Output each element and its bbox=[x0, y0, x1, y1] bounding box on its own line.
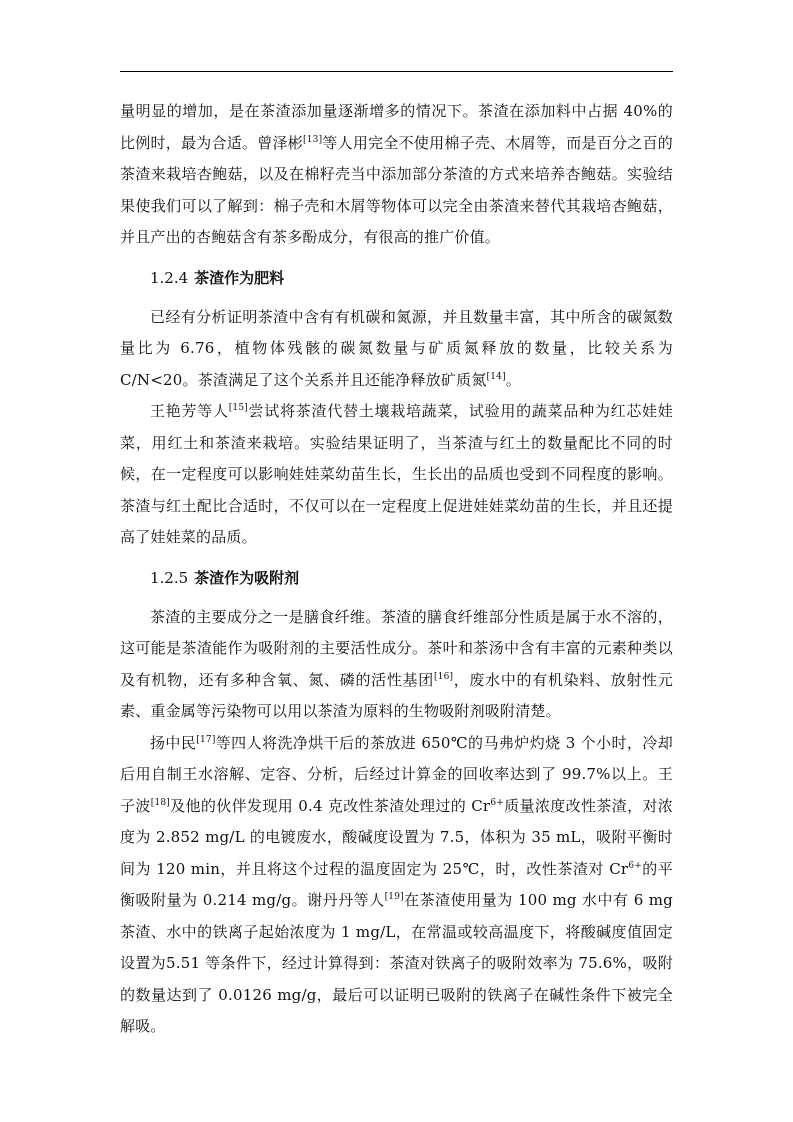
paragraph-4: 茶渣的主要成分之一是膳食纤维。茶渣的膳食纤维部分性质是属于水不溶的，这可能是茶渣能作为吸附剂的主要活性成分。茶叶和茶汤中含有丰富的元素种类以及有机物，还有多种含氧、氮、磷的活性基团[16]，废水中的有机染料、放射性元素、重金属等污染物可以用以茶渣为原料的生物吸附剂吸附清楚。 bbox=[120, 607, 673, 720]
section-number: 1.2.5 bbox=[150, 568, 189, 587]
header-rule bbox=[120, 71, 673, 72]
section-title: 茶渣作为吸附剂 bbox=[194, 568, 300, 587]
paragraph-5: 扬中民[17]等四人将洗净烘干后的茶放进 650℃的马弗炉灼烧 3 个小时，冷却后用自制王水溶解、定容、分析，后经过计算金的回收率达到了 99.7%以上。王子波[18]及他的伙伴发现用 0.4 克改性茶渣处理过的 $Cr^{6+}$质量浓度改性茶渣，对浓度为 2.852 mg/L 的电镀废水，酸碱度设置为 7.5，体积为 35 mL，吸附平衡时间为 120 min，并且将这个过程的温度固定为 25℃，时，改性茶渣对 $Cr^{6+}$的平衡吸附量为 0.214 mg/g。谢丹丹等人[19]在茶渣使用量为 100 mg 水中有 6 mg 茶渣、水中的铁离子起始浓度为 1 mg/L，在常温或较高温度下，将酸碱度值固定设置为5.51 等条件下，经过计算得到：茶渣对铁离子的吸附效率为 75.6%，吸附的数量达到了 0.0126 mg/g，最后可以证明已吸附的铁离子在碱性条件下被完全解吸。 bbox=[120, 733, 674, 1035]
section-number: 1.2.4 bbox=[150, 268, 189, 287]
section-title: 茶渣作为肥料 bbox=[194, 268, 285, 287]
paragraph-1: 量明显的增加，是在茶渣添加量逐渐增多的情况下。茶渣在添加料中占据 40%的比例时，最为合适。曾泽彬[13]等人用完全不使用棉子壳、木屑等，而是百分之百的茶渣来栽培杏鲍菇，以及在棉籽壳当中添加部分茶渣的方式来培养杏鲍菇。实验结果使我们可以了解到：棉子壳和木屑等物体可以完全由茶渣来替代其栽培杏鲍菇，并且产出的杏鲍菇含有茶多酚成分，有很高的推广价值。 bbox=[120, 102, 674, 246]
section-heading-1-2-4 bbox=[150, 268, 673, 288]
paragraph-3: 王艳芳等人[15]尝试将茶渣代替土壤栽培蔬菜，试验用的蔬菜品种为红芯娃娃菜，用红土和茶渣来栽培。实验结果证明了，当茶渣与红土的数量配比不同的时候，在一定程度可以影响娃娃菜幼苗生长，生长出的品质也受到不同程度的影响。茶渣与红土配比合适时，不仅可以在一定程度上促进娃娃菜幼苗的生长，并且还提高了娃娃菜的品质。 bbox=[120, 402, 673, 546]
page-content bbox=[120, 96, 673, 1043]
section-heading-1-2-5 bbox=[150, 568, 673, 588]
paragraph-2: 已经有分析证明茶渣中含有有机碳和氮源，并且数量丰富，其中所含的碳氮数量比为 6.76，植物体残骸的碳氮数量与矿质氮释放的数量，比较关系为C/N<20。茶渣满足了这个关系并且还能净释放矿质氮[14]。 bbox=[120, 307, 673, 389]
